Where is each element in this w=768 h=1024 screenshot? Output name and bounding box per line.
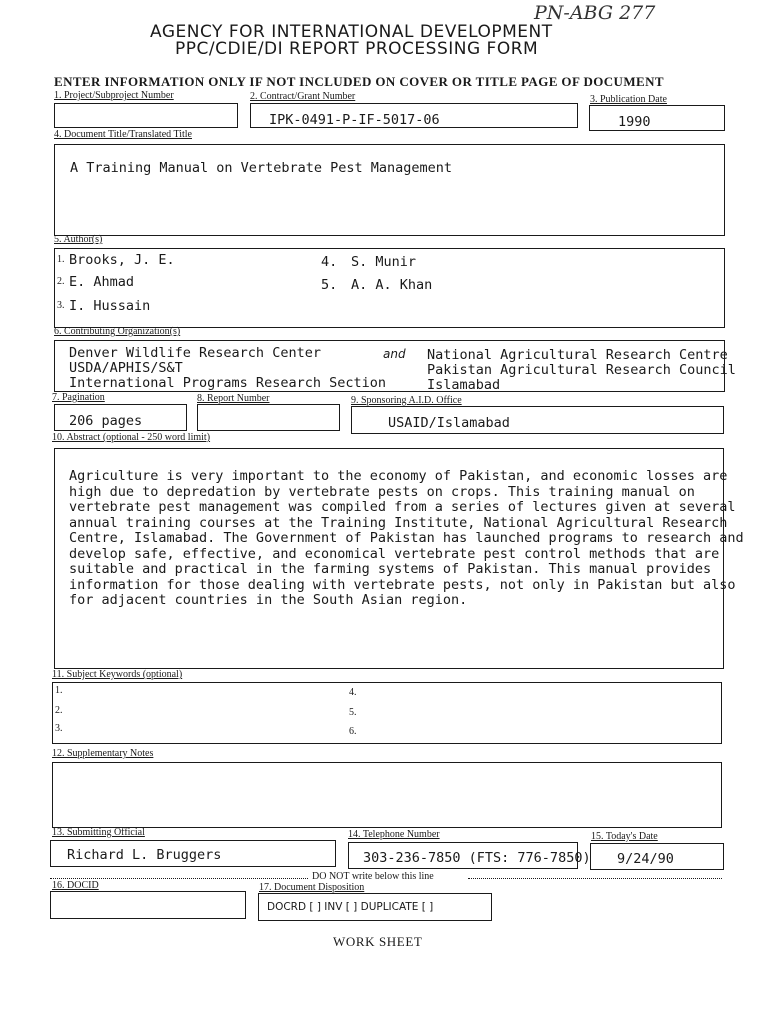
label-report-number: 8. Report Number (197, 393, 270, 404)
divider-dotted-right (468, 878, 722, 879)
label-orgs: 6. Contributing Organization(s) (54, 326, 181, 337)
label-aid-office: 9. Sponsoring A.I.D. Office (351, 395, 462, 406)
supplementary-notes-field[interactable] (52, 762, 722, 828)
disposition-options: DOCRD [ ] INV [ ] DUPLICATE [ ] (267, 901, 434, 913)
abstract-field[interactable] (54, 448, 744, 669)
label-telephone: 14. Telephone Number (348, 829, 440, 840)
abstract-line: high due to depredation by vertebrate pests on crops. This training manual on (69, 483, 695, 500)
contract-number-field[interactable] (250, 103, 578, 128)
work-sheet-label: WORK SHEET (333, 934, 423, 949)
abstract-line: annual training courses at the Training Institute, National Agricultural Research (69, 514, 728, 531)
do-not-write-text: DO NOT write below this line (312, 871, 434, 882)
instruction-text: ENTER INFORMATION ONLY IF NOT INCLUDED ON COVER OR TITLE PAGE OF DOCUMENT (54, 74, 664, 89)
abstract-line: develop safe, effective, and economical vertebrate pest control methods that are (69, 545, 720, 562)
document-title-field[interactable] (54, 144, 725, 236)
author-1: Brooks, J. E. (69, 252, 175, 268)
author-2: E. Ahmad (69, 274, 135, 290)
keyword-6: 6. (349, 726, 357, 737)
abstract-line: Centre, Islamabad. The Government of Pakistan has launched programs to research and (69, 530, 744, 546)
abstract-line: Agriculture is very important to the economy of Pakistan, and economic losses are (69, 468, 728, 484)
project-number-field[interactable] (54, 103, 238, 128)
docid-field[interactable] (50, 891, 246, 919)
keyword-4: 4. (349, 687, 357, 698)
aid-office-value: USAID/Islamabad (388, 415, 510, 431)
label-abstract: 10. Abstract (optional - 250 word limit) (52, 432, 211, 443)
telephone-value: 303-236-7850 (FTS: 776-7850) (363, 850, 591, 866)
keywords-field[interactable] (52, 682, 722, 744)
label-keywords: 11. Subject Keywords (optional) (52, 669, 183, 680)
label-authors: 5. Author(s) (54, 234, 103, 245)
document-title-value: A Training Manual on Vertebrate Pest Management (70, 160, 453, 176)
label-doc-title: 4. Document Title/Translated Title (54, 129, 192, 140)
author-3: I. Hussain (69, 298, 151, 314)
org-left-3: International Programs Research Section (69, 375, 386, 391)
todays-date-value: 9/24/90 (617, 851, 674, 867)
label-docid: 16. DOCID (52, 880, 99, 891)
orgs-field[interactable] (54, 340, 736, 393)
label-project: 1. Project/Subproject Number (54, 90, 174, 101)
disposition-field[interactable] (258, 893, 492, 921)
org-left-2: USDA/APHIS/S&T (69, 360, 183, 376)
pagination-field[interactable] (54, 404, 187, 431)
authors-field[interactable]: 1. Brooks, J. E. 2. E. Ahmad 3. I. Hussain 4. S. Munir 5. A. A. Khan (54, 248, 725, 328)
aid-office-field[interactable] (351, 406, 724, 434)
abstract-line: for adjacent countries in the South Asian region. (69, 592, 468, 608)
author-4: S. Munir (351, 254, 417, 270)
keyword-5: 5. (349, 707, 357, 718)
org-right-3: Islamabad (427, 377, 501, 393)
org-right-2: Pakistan Agricultural Research Council (427, 362, 736, 378)
abstract-line: suitable and practical in the farming systems of Pakistan. This manual provides (69, 561, 712, 577)
org-right-1: National Agricultural Research Centre (427, 347, 728, 363)
report-number-field[interactable] (197, 404, 340, 431)
label-notes: 12. Supplementary Notes (52, 748, 154, 759)
label-today: 15. Today's Date (591, 831, 658, 842)
keyword-1: 1. (55, 685, 63, 696)
pagination-value: 206 pages (69, 413, 143, 429)
submitting-official-field[interactable] (50, 840, 336, 867)
label-pub-date: 3. Publication Date (590, 94, 667, 105)
publication-date-value: 1990 (618, 114, 651, 130)
label-contract: 2. Contract/Grant Number (250, 91, 356, 102)
keyword-3: 3. (55, 723, 63, 734)
author-5: A. A. Khan (351, 277, 433, 293)
handwritten-note: PN-ABG 277 (534, 2, 656, 24)
form-title: PPC/CDIE/DI REPORT PROCESSING FORM (175, 39, 539, 59)
keyword-2: 2. (55, 705, 63, 716)
label-disposition: 17. Document Disposition (259, 882, 365, 893)
label-official: 13. Submitting Official (52, 827, 145, 838)
todays-date-field[interactable] (590, 843, 724, 870)
submitting-official-value: Richard L. Bruggers (67, 847, 222, 863)
abstract-text (69, 469, 744, 609)
agency-title: AGENCY FOR INTERNATIONAL DEVELOPMENT (150, 22, 553, 42)
org-left-1: Denver Wildlife Research Center (69, 345, 321, 361)
telephone-field[interactable] (348, 842, 591, 869)
label-pagination: 7. Pagination (52, 392, 105, 403)
abstract-line: information for those dealing with vertebrate pests, not only in Pakistan but also (69, 576, 736, 593)
divider-dotted-left (50, 878, 308, 879)
abstract-line: vertebrate pest management was compiled from a series of lectures given at several (69, 499, 736, 515)
orgs-and: and (383, 347, 406, 361)
contract-number-value: IPK-0491-P-IF-5017-06 (269, 112, 440, 128)
publication-date-field[interactable] (589, 105, 725, 131)
